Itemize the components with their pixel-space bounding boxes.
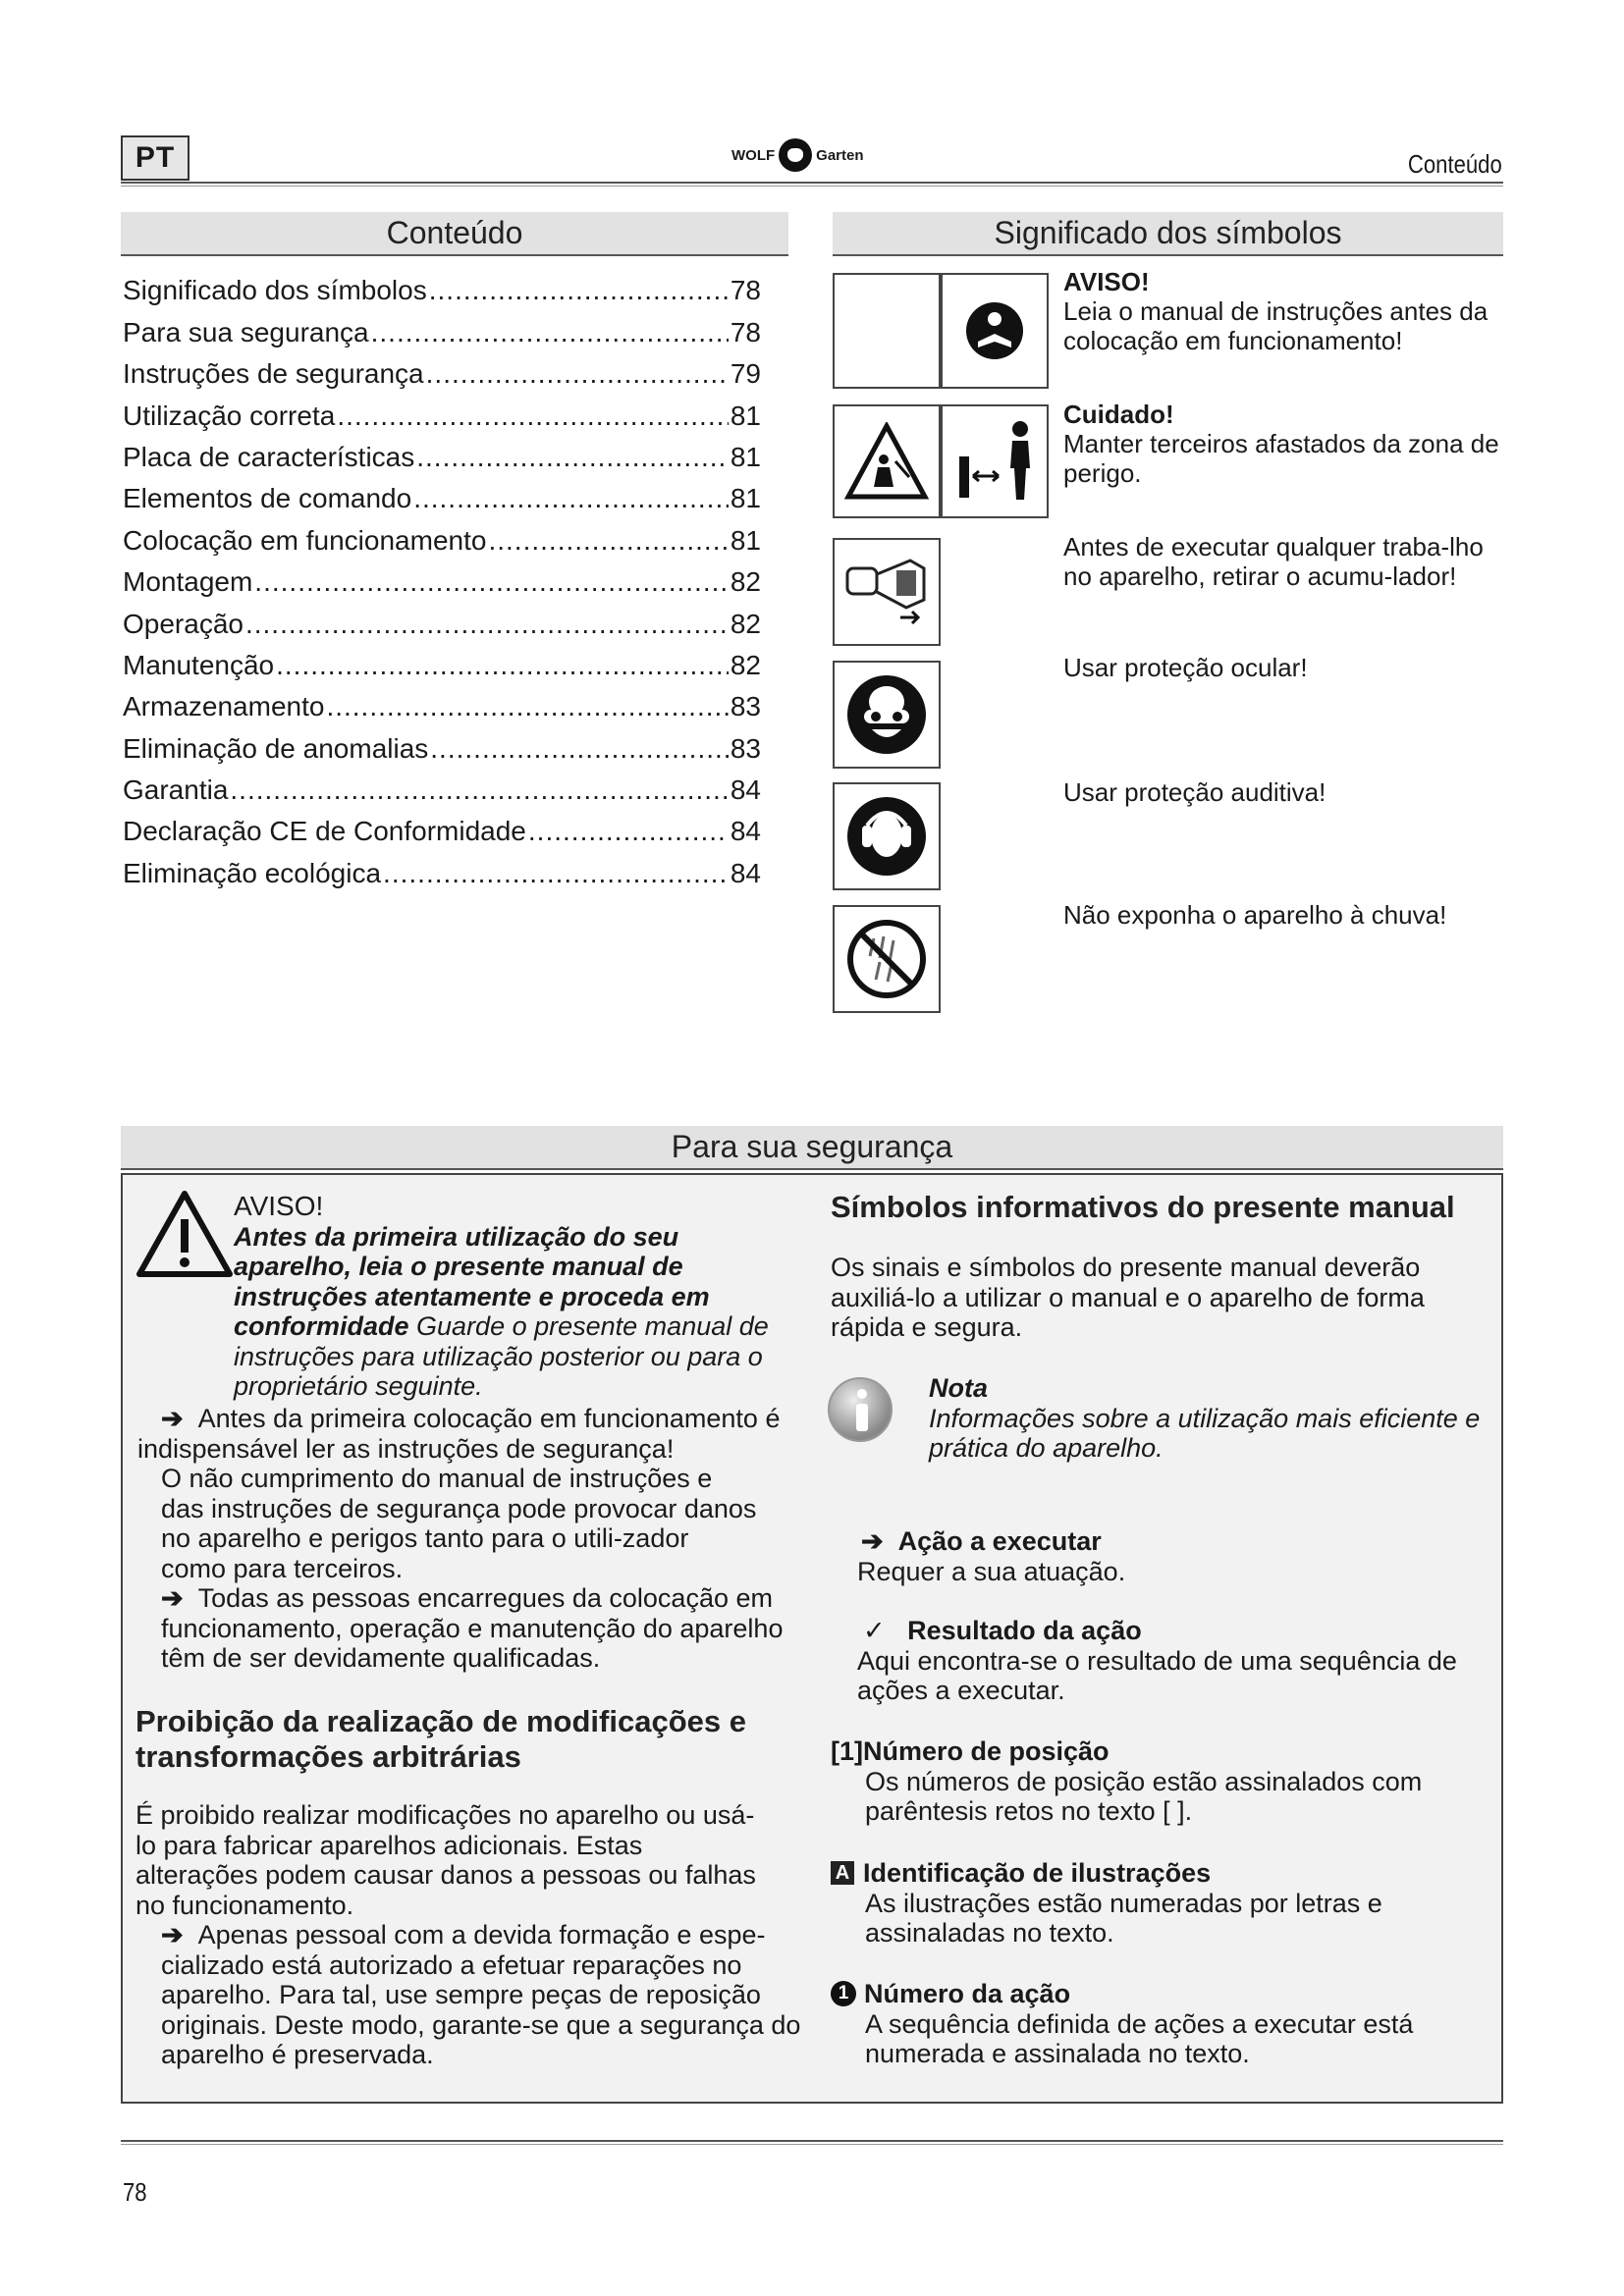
toc-leader-dots (254, 566, 729, 598)
wolf-head-icon (779, 138, 812, 172)
action-block (857, 1526, 1486, 1586)
arrow-icon: ➔ (861, 1526, 884, 1556)
toc-entry[interactable] (123, 806, 761, 847)
arrow-icon: ➔ (161, 1404, 184, 1433)
keep-distance-icon (947, 417, 1042, 506)
toc-leader-dots (245, 609, 729, 640)
toc-entry-page: 78 (730, 316, 761, 347)
toc-entry-label: Elementos de comando (123, 483, 412, 514)
toc-entry-label: Significado dos símbolos (123, 275, 427, 306)
ejection-hazard-icon (844, 422, 929, 501)
symbol-heading: AVISO! (1063, 267, 1150, 296)
position-heading: Número de posição (863, 1736, 1110, 1766)
toc-entry-page: 81 (730, 441, 761, 472)
toc-entry[interactable] (123, 306, 761, 347)
toc-leader-dots (383, 858, 729, 889)
symbol-frame-6 (833, 905, 941, 1013)
toc-leader-dots (276, 650, 729, 681)
read-manual-cell (941, 273, 1049, 389)
toc-entry[interactable] (123, 432, 761, 473)
header-rule (121, 182, 1503, 187)
toc-entry-label: Colocação em funcionamento (123, 524, 487, 556)
toc-entry-page: 81 (730, 524, 761, 556)
toc-entry-page: 82 (730, 608, 761, 639)
toc-entry[interactable] (123, 473, 761, 514)
toc-leader-dots (416, 442, 729, 473)
toc-entry-page: 79 (730, 358, 761, 390)
symbol-frame-5 (833, 782, 941, 890)
brand-logo (731, 135, 864, 175)
logo-text-garten: Garten (816, 146, 864, 164)
action-number-marker: 1 (831, 1981, 856, 2006)
toc-entry-label: Garantia (123, 774, 229, 806)
toc-leader-dots (429, 275, 729, 306)
note-heading: Nota (929, 1373, 988, 1403)
toc-entry-label: Instruções de segurança (123, 358, 424, 390)
symbol-frame-4 (833, 661, 941, 769)
action-number-text: A sequência definida de ações a executar está numerada e assinalada no texto. (865, 2008, 1414, 2068)
position-block (831, 1736, 1498, 1827)
toc-entry[interactable] (123, 722, 761, 764)
toc-entry-page: 82 (730, 566, 761, 598)
symbol-text-4 (1063, 653, 1495, 682)
toc-entry-label: Placa de características (123, 441, 415, 472)
illustration-marker: A (831, 1861, 854, 1885)
result-text: Aqui encontra-se o resultado de uma sequência de ações a executar. (857, 1645, 1457, 1705)
toc-entry-label: Operação (123, 608, 244, 639)
symbol-description: Leia o manual de instruções antes da colocação em funcionamento! (1063, 296, 1489, 355)
remove-battery-icon (841, 549, 932, 635)
toc-leader-dots (430, 733, 729, 765)
position-marker: [1] (831, 1736, 863, 1766)
toc-entry-page: 82 (730, 649, 761, 680)
toc-entry[interactable] (123, 348, 761, 390)
illustration-heading: Identificação de ilustrações (863, 1858, 1212, 1888)
checkmark-icon: ✓ (863, 1616, 886, 1645)
toc-entry-label: Utilização correta (123, 400, 336, 431)
safety-para-1b: O não cumprimento do manual de instruções e das instruções de segurança pode provocar danos no aparelho e perigos tanto para o utili-zador como para terceiros. (161, 1464, 757, 1583)
toc-entry-page: 78 (730, 275, 761, 306)
prohibition-arrow-text (161, 1920, 829, 2070)
toc-entry[interactable] (123, 390, 761, 431)
toc-entry[interactable] (123, 557, 761, 598)
symbol-description: Usar proteção ocular! (1063, 653, 1308, 682)
note-text: Informações sobre a utilização mais eficiente e prática do aparelho. (929, 1403, 1481, 1463)
toc-list (123, 265, 761, 889)
position-text: Os números de posição estão assinalados com parêntesis retos no texto [ ]. (865, 1766, 1423, 1826)
symbol-description: Antes de executar qualquer traba-lho no aparelho, retirar o acumu-lador! (1063, 532, 1484, 591)
toc-entry-page: 84 (730, 857, 761, 888)
action-heading: Ação a executar (897, 1526, 1102, 1556)
action-number-block (831, 1979, 1498, 2069)
toc-leader-dots (337, 400, 729, 432)
toc-entry-label: Declaração CE de Conformidade (123, 816, 526, 847)
no-rain-icon (844, 917, 929, 1001)
symbol-heading: Cuidado! (1063, 400, 1174, 429)
arrow-icon: ➔ (161, 1920, 184, 1949)
toc-entry[interactable] (123, 265, 761, 306)
toc-entry[interactable] (123, 765, 761, 806)
toc-entry-label: Eliminação de anomalias (123, 732, 429, 764)
prohibition-text: É proibido realizar modificações no aparelho ou usá-lo para fabricar aparelhos adicionais. Estas alterações podem causar danos a pessoas ou falhas no funcionamento. (135, 1800, 756, 1920)
symbol-text-1 (1063, 267, 1495, 355)
safety-title: Para sua segurança (121, 1126, 1503, 1170)
toc-entry[interactable] (123, 598, 761, 639)
action-number-heading: Número da ação (864, 1979, 1071, 2008)
warning-bold-text: Antes da primeira utilização do seu aparelho, leia o presente manual de instruções atentamente e proceda em conformidade (234, 1221, 710, 1341)
warning-text (234, 1222, 803, 1402)
running-header: Conteúdo (1408, 149, 1502, 179)
toc-entry[interactable] (123, 681, 761, 722)
arrow-icon: ➔ (161, 1583, 184, 1613)
toc-entry-page: 84 (730, 816, 761, 847)
eye-protection-icon (844, 672, 929, 757)
toc-entry-label: Manutenção (123, 649, 275, 680)
toc-entry[interactable] (123, 640, 761, 681)
toc-entry-label: Montagem (123, 566, 253, 598)
toc-entry-label: Armazenamento (123, 691, 325, 722)
symbol-text-2 (1063, 400, 1505, 488)
toc-leader-dots (371, 317, 729, 348)
warning-triangle-icon (135, 1190, 234, 1278)
illustration-text: As ilustrações estão numeradas por letras e assinaladas no texto. (865, 1888, 1382, 1948)
logo-text-wolf: WOLF (731, 146, 776, 164)
page-number: 78 (123, 2177, 147, 2207)
toc-entry-page: 81 (730, 483, 761, 514)
warning-italic-text: Guarde o presente manual de instruções para utilização posterior ou para o proprietário seguinte. (234, 1311, 769, 1401)
symbol-text-3 (1063, 532, 1495, 591)
toc-leader-dots (528, 816, 729, 847)
safety-para-2-text: Todas as pessoas encarregues da colocação em funcionamento, operação e manutenção do aparelho têm de ser devidamente qualificadas. (161, 1583, 784, 1673)
safety-para-2 (161, 1583, 799, 1674)
info-heading: Símbolos informativos do presente manual (831, 1190, 1455, 1224)
toc-entry[interactable] (123, 847, 761, 888)
warning-block (234, 1192, 803, 1402)
symbol-description: Não exponha o aparelho à chuva! (1063, 900, 1447, 930)
symbol-description: Manter terceiros afastados da zona de perigo. (1063, 429, 1499, 488)
illustration-block (831, 1858, 1498, 1949)
symbol-frame-3 (833, 538, 941, 646)
toc-entry[interactable] (123, 514, 761, 556)
toc-entry-label: Para sua segurança (123, 316, 369, 347)
symbol-description: Usar proteção auditiva! (1063, 777, 1326, 807)
action-text: Requer a sua atuação. (857, 1556, 1126, 1586)
toc-entry-page: 83 (730, 691, 761, 722)
result-block (857, 1616, 1486, 1706)
footer-rule (121, 2140, 1503, 2145)
toc-entry-page: 84 (730, 774, 761, 806)
toc-leader-dots (326, 691, 728, 722)
info-note-icon (823, 1372, 897, 1447)
note-block (929, 1373, 1498, 1464)
info-text: Os sinais e símbolos do presente manual deverão auxiliá-lo a utilizar o manual e o aparelho de forma rápida e segura. (831, 1253, 1425, 1342)
symbol-text-6 (1063, 900, 1495, 930)
prohibition-heading: Proibição da realização de modificações e transformações arbitrárias (135, 1704, 746, 1774)
symbol-frame-2a (833, 404, 941, 518)
safety-para-1-text: Antes da primeira colocação em funcionamento é indispensável ler as instruções de segurança! (137, 1404, 781, 1464)
symbol-text-5 (1063, 777, 1495, 807)
toc-entry-page: 81 (730, 400, 761, 431)
ear-protection-icon (844, 794, 929, 879)
toc-leader-dots (426, 358, 729, 390)
toc-entry-label: Eliminação ecológica (123, 857, 382, 888)
symbol-frame-2b (941, 404, 1049, 518)
warning-heading: AVISO! (234, 1191, 324, 1221)
symbols-title: Significado dos símbolos (833, 212, 1503, 256)
toc-leader-dots (488, 525, 728, 557)
toc-leader-dots (413, 483, 729, 514)
prohibition-arrow-text-body: Apenas pessoal com a devida formação e espe-cializado está autorizado a efetuar reparações no aparelho. Para tal, use sempre peças de reposição originais. Deste modo, garante-se que a segurança do aparelho é preservada. (161, 1920, 801, 2069)
read-manual-icon (964, 300, 1025, 361)
language-badge: PT (121, 135, 189, 181)
safety-para-1 (137, 1404, 835, 1464)
toc-title: Conteúdo (121, 212, 788, 256)
toc-entry-page: 83 (730, 732, 761, 764)
result-heading: Resultado da ação (907, 1616, 1142, 1645)
toc-leader-dots (230, 774, 728, 806)
